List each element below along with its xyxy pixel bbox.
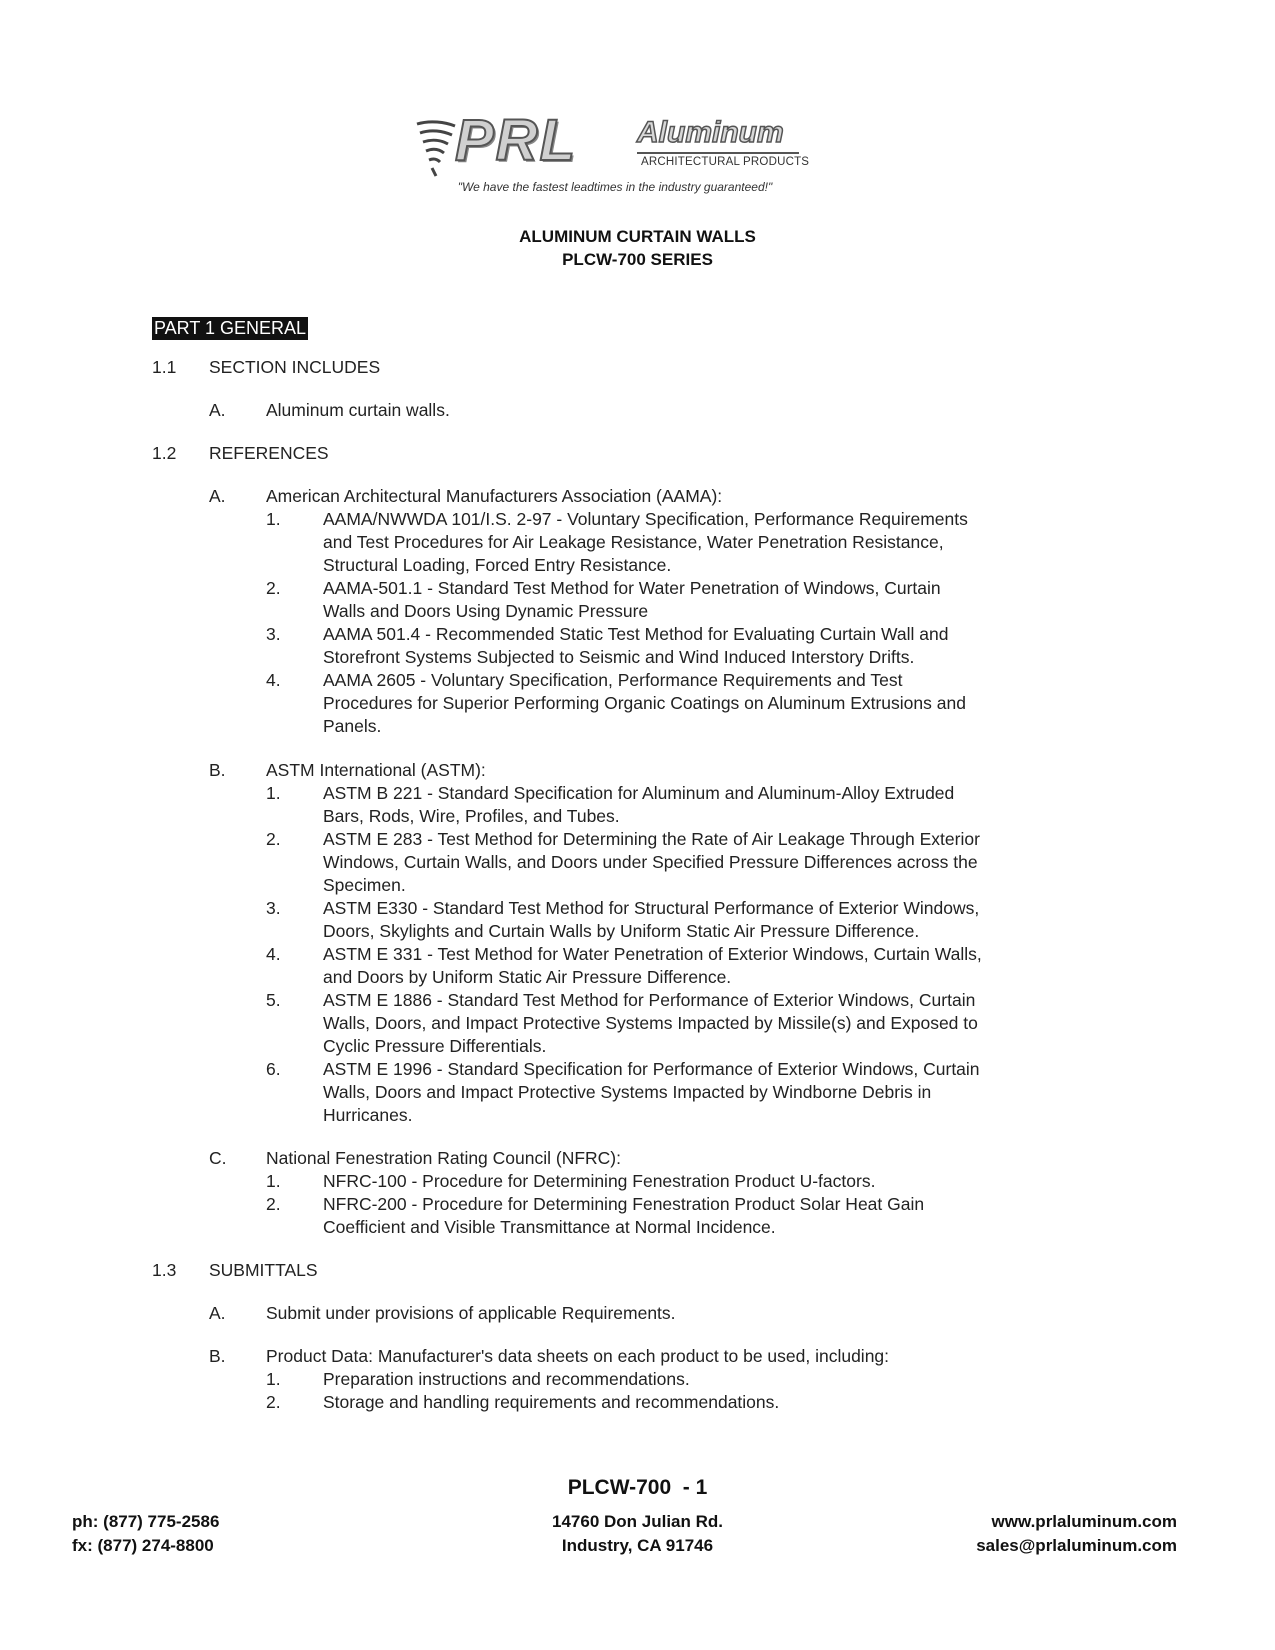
list-line: Storefront Systems Subjected to Seismic and Wind Induced Interstory Drifts. (323, 647, 915, 667)
website-link[interactable]: www.prlaluminum.com (991, 1512, 1177, 1531)
list-line: ASTM E 283 - Test Method for Determining the Rate of Air Leakage Through Exterior (323, 829, 980, 849)
list-line: Walls, Doors, and Impact Protective Systems Impacted by Missile(s) and Exposed to (323, 1013, 978, 1033)
list-line: ASTM E330 - Standard Test Method for Structural Performance of Exterior Windows, (323, 898, 980, 918)
list-line: NFRC-200 - Procedure for Determining Fenestration Product Solar Heat Gain (323, 1194, 925, 1214)
list-number: 2. (266, 829, 281, 849)
list-number: 2. (266, 578, 281, 598)
section-title: SECTION INCLUDES (209, 357, 381, 377)
list-line: ASTM E 331 - Test Method for Water Penetration of Exterior Windows, Curtain Walls, (323, 944, 982, 964)
list-line: and Doors by Uniform Static Air Pressure Difference. (323, 967, 732, 987)
item-letter: A. (209, 486, 226, 506)
list-line: ASTM E 1996 - Standard Specification for Performance of Exterior Windows, Curtain (323, 1059, 980, 1079)
company-logo (415, 108, 815, 198)
list-line: Cyclic Pressure Differentials. (323, 1036, 547, 1056)
list-line: Hurricanes. (323, 1105, 413, 1125)
list-line: Structural Loading, Forced Entry Resistance. (323, 555, 672, 575)
address-line-2: Industry, CA 91746 (561, 1536, 714, 1555)
item-text: Product Data: Manufacturer's data sheets on each product to be used, including: (266, 1346, 890, 1366)
list-line: AAMA 501.4 - Recommended Static Test Method for Evaluating Curtain Wall and (323, 624, 949, 644)
list-number: 5. (266, 990, 281, 1010)
list-line: AAMA/NWWDA 101/I.S. 2-97 - Voluntary Specification, Performance Requirements (323, 509, 968, 529)
list-number: 4. (266, 670, 281, 690)
list-number: 1. (266, 1369, 281, 1389)
list-line: Bars, Rods, Wire, Profiles, and Tubes. (323, 806, 620, 826)
list-number: 3. (266, 624, 281, 644)
list-line: and Test Procedures for Air Leakage Resistance, Water Penetration Resistance, (323, 532, 944, 552)
list-line: Procedures for Superior Performing Organic Coatings on Aluminum Extrusions and (323, 693, 966, 713)
list-line: Walls, Doors and Impact Protective Systems Impacted by Windborne Debris in (323, 1082, 932, 1102)
list-number: 2. (266, 1392, 281, 1412)
list-number: 1. (266, 509, 281, 529)
fax-number: fx: (877) 274-8800 (72, 1536, 214, 1555)
email-link[interactable]: sales@prlaluminum.com (976, 1536, 1177, 1555)
item-letter: B. (209, 760, 226, 780)
item-letter: C. (209, 1148, 227, 1168)
logo-brand-suffix: Aluminum (637, 116, 784, 149)
list-number: 6. (266, 1059, 281, 1079)
item-text: ASTM International (ASTM): (266, 760, 486, 780)
page-label: PLCW-700 - 1 (567, 1476, 708, 1499)
section-number: 1.2 (152, 443, 177, 463)
item-text: American Architectural Manufacturers Association (AAMA): (266, 486, 723, 506)
list-line: NFRC-100 - Procedure for Determining Fenestration Product U-factors. (323, 1171, 876, 1191)
logo-divider (637, 152, 799, 154)
logo-tagline: "We have the fastest leadtimes in the industry guaranteed!" (457, 180, 773, 194)
list-line: Preparation instructions and recommendations. (323, 1369, 690, 1389)
list-number: 1. (266, 783, 281, 803)
list-line: Panels. (323, 716, 382, 736)
list-line: ASTM E 1886 - Standard Test Method for Performance of Exterior Windows, Curtain (323, 990, 976, 1010)
logo-subtitle: ARCHITECTURAL PRODUCTS (641, 156, 810, 168)
item-text: Submit under provisions of applicable Requirements. (266, 1303, 676, 1323)
list-line: Windows, Curtain Walls, and Doors under Specified Pressure Differences across the (323, 852, 978, 872)
item-letter: B. (209, 1346, 226, 1366)
screw-logo-icon (415, 118, 457, 178)
doc-title: ALUMINUM CURTAIN WALLS (519, 227, 756, 246)
list-number: 2. (266, 1194, 281, 1214)
list-line: Doors, Skylights and Curtain Walls by Uniform Static Air Pressure Difference. (323, 921, 920, 941)
phone-number: ph: (877) 775-2586 (72, 1512, 220, 1531)
list-line: Specimen. (323, 875, 406, 895)
section-title: SUBMITTALS (209, 1260, 318, 1280)
section-title: REFERENCES (209, 443, 329, 463)
item-letter: A. (209, 1303, 226, 1323)
list-line: AAMA-501.1 - Standard Test Method for Water Penetration of Windows, Curtain (323, 578, 941, 598)
item-text: Aluminum curtain walls. (266, 400, 450, 420)
list-line: AAMA 2605 - Voluntary Specification, Performance Requirements and Test (323, 670, 903, 690)
list-line: Walls and Doors Using Dynamic Pressure (323, 601, 649, 621)
address-line-1: 14760 Don Julian Rd. (552, 1512, 723, 1531)
doc-subtitle: PLCW-700 SERIES (562, 250, 713, 269)
list-line: Coefficient and Visible Transmittance at Normal Incidence. (323, 1217, 776, 1237)
list-line: Storage and handling requirements and recommendations. (323, 1392, 780, 1412)
logo-brand: PRL (455, 108, 577, 173)
item-text: National Fenestration Rating Council (NFRC): (266, 1148, 621, 1168)
list-line: ASTM B 221 - Standard Specification for Aluminum and Aluminum-Alloy Extruded (323, 783, 955, 803)
section-number: 1.1 (152, 357, 177, 377)
section-number: 1.3 (152, 1260, 177, 1280)
list-number: 1. (266, 1171, 281, 1191)
list-number: 3. (266, 898, 281, 918)
item-letter: A. (209, 400, 226, 420)
part-heading: PART 1 GENERAL (154, 318, 307, 338)
list-number: 4. (266, 944, 281, 964)
